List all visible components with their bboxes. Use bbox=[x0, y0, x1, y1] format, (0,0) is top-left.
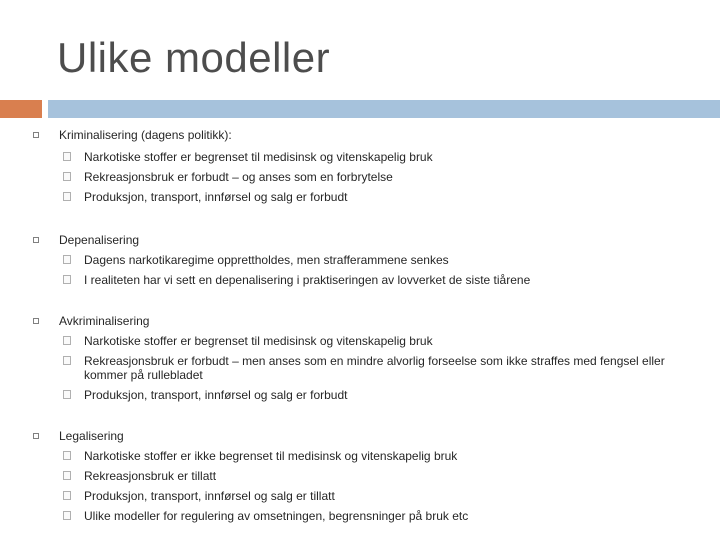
slide-title: Ulike modeller bbox=[57, 34, 331, 81]
square-bullet-icon bbox=[63, 511, 71, 520]
list-item: Produksjon, transport, innførsel og salg er tillatt bbox=[84, 489, 335, 503]
square-bullet-icon bbox=[33, 237, 39, 243]
list-item: Rekreasjonsbruk er forbudt – men anses som en mindre alvorlig forseelse som ikke straffes med fengsel eller kommer på rullebladet bbox=[84, 354, 665, 382]
square-bullet-icon bbox=[33, 433, 39, 439]
square-bullet-icon bbox=[63, 255, 71, 264]
square-bullet-icon bbox=[63, 491, 71, 500]
section-heading: Kriminalisering (dagens politikk): bbox=[59, 128, 232, 142]
section-heading: Legalisering bbox=[59, 429, 124, 443]
list-item: Rekreasjonsbruk er tillatt bbox=[84, 469, 217, 483]
square-bullet-icon bbox=[33, 132, 39, 138]
list-item: Narkotiske stoffer er ikke begrenset til medisinsk og vitenskapelig bruk bbox=[84, 449, 458, 463]
list-item: I realiteten har vi sett en depenalisering i praktiseringen av lovverket de siste tiårene bbox=[84, 273, 531, 287]
list-item: Produksjon, transport, innførsel og salg er forbudt bbox=[84, 388, 348, 402]
square-bullet-icon bbox=[63, 356, 71, 365]
section-heading: Depenalisering bbox=[59, 233, 140, 247]
square-bullet-icon bbox=[63, 152, 71, 161]
square-bullet-icon bbox=[63, 275, 71, 284]
square-bullet-icon bbox=[63, 336, 71, 345]
square-bullet-icon bbox=[63, 451, 71, 460]
list-item: Ulike modeller for regulering av omsetningen, begrensninger på bruk etc bbox=[84, 509, 469, 523]
square-bullet-icon bbox=[33, 318, 39, 324]
list-item: Narkotiske stoffer er begrenset til medisinsk og vitenskapelig bruk bbox=[84, 334, 433, 348]
section-heading: Avkriminalisering bbox=[59, 314, 150, 328]
list-item: Rekreasjonsbruk er forbudt – og anses som en forbrytelse bbox=[84, 170, 393, 184]
square-bullet-icon bbox=[63, 192, 71, 201]
square-bullet-icon bbox=[63, 471, 71, 480]
list-item: Narkotiske stoffer er begrenset til medisinsk og vitenskapelig bruk bbox=[84, 150, 433, 164]
list-item: Dagens narkotikaregime opprettholdes, men strafferammene senkes bbox=[84, 253, 449, 267]
list-item: Produksjon, transport, innførsel og salg er forbudt bbox=[84, 190, 348, 204]
square-bullet-icon bbox=[63, 172, 71, 181]
square-bullet-icon bbox=[63, 390, 71, 399]
